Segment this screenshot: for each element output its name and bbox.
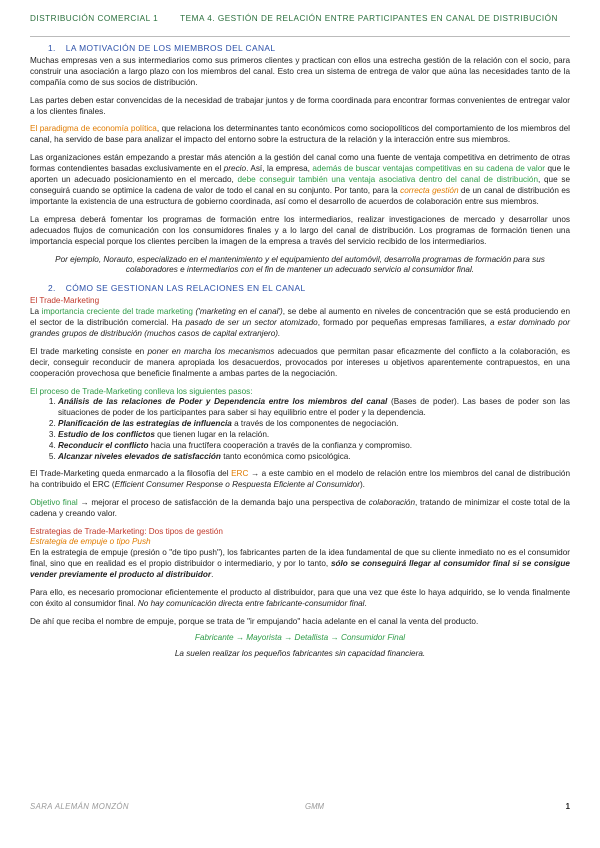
highlight-term: debe conseguir también una ventaja asociativa dentro del canal de distribución [237,175,539,185]
header-divider [30,36,570,37]
paragraph: La empresa deberá fomentar los programas de formación entre los intermediarios, realizar investigaciones de mercado y desarrollar unos adecuados flujos de comunicación con los consumidores finales y a lo largo del canal de distribución. Los programas de formación tienen una importancia especial porque los clientes perciben la imagen de la empresa a través del servicio recibido de los intermediarios. [30,214,570,246]
highlight-term: además de buscar ventajas competitivas en su cadena de valor [312,164,545,174]
highlight-term: El paradigma de economía política [30,124,157,134]
paragraph: El paradigma de economía política, que relaciona los determinantes tanto económicos como sociopolíticos del comportamiento de los miembros del canal, ha servido de base para analizar el impacto del entorno sobre la estructura de la relación y la interacción entre sus miembros. [30,124,570,145]
paragraph: Muchas empresas ven a sus intermediarios como sus primeros clientes y practican con ellos una estrecha gestión de la relación con el socio, para construir una asociación a largo plazo con los miembros del canal. Esto crea un sistema de entrega de valor que aúna las necesidades tanto de la compañía como de sus socios de distribución. [30,55,570,87]
section-title: CÓMO SE GESTIONAN LAS RELACIONES EN EL CANAL [65,283,306,294]
highlight-term: correcta gestión [400,185,459,195]
section-number: 2. [48,283,56,294]
section-1-heading [30,43,570,54]
chain-note: La suelen realizar los pequeños fabricantes sin capacidad financiera. [174,648,426,658]
list-item: 1. Análisis de las relaciones de Poder y Dependencia entre los miembros del canal (Bases de poder). Las bases de poder son las situaciones de poder de los participantes para saber si hay equilibrio entre el poder y la dependencia. [58,397,570,419]
subsection-subtitle: Estrategia de empuje o tipo Push [30,537,151,547]
footer-course: GMM [305,802,325,811]
document-body [30,43,570,667]
paragraph: Para ello, es necesario promocionar eficientemente el producto al distribuidor, para que una vez que éste lo haya adquirido, se lo venda finalmente con éxito al consumidor final. No hay comunicación directa entre fabricante-consumidor final. [30,588,570,608]
page-header [30,14,570,25]
section-title: LA MOTIVACIÓN DE LOS MIEMBROS DEL CANAL [65,43,276,53]
paragraph: Las organizaciones están empezando a prestar más atención a la gestión del canal como una fuente de ventaja competitiva en detrimento de otras formas contendientes basadas exclusivamente en el precio. Así, la empresa, además de buscar ventajas competitivas en su cadena de valor que le aporten un adecuado posicionamiento en el mercado, debe conseguir también una ventaja asociativa dentro del canal de distribución, que se conseguirá cuando se optimice la cadena de valor de todo el canal en su conjunto. Por tanto, para la correcta gestión de un canal de distribución es importante la existencia de una estructura de gobierno coordinada, así como el desarrollo de acuerdos de colaboración entre sus miembros. [30,153,570,206]
section-2-heading [30,283,570,294]
highlight-term: ERC [231,468,249,478]
paragraph: Las partes deben estar convencidas de la necesidad de trabajar juntos y de forma coordinada para encontrar formas convenientes de entregar valor a los clientes finales. [30,95,570,116]
section-number: 1. [48,43,56,53]
page-number: 1 [565,802,570,811]
process-intro: El proceso de Trade-Marketing conlleva los siguientes pasos: [30,386,253,396]
highlight-term: Objetivo final [30,497,78,507]
list-item: 4. Reconducir el conflicto hacia una fructífera cooperación a través de la confianza y compromiso. [58,441,570,452]
paragraph: El Trade-Marketing queda enmarcado a la filosofía del ERC → a este cambio en el modelo de relación entre los miembros del canal de distribución ha contribuido el ERC (Efficient Consumer Response o Respuesta Eficiente al Consumidor). [30,468,570,489]
steps-list [30,397,570,462]
header-topic: TEMA 4. GESTIÓN DE RELACIÓN ENTRE PARTICIPANTES EN CANAL DE DISTRIBUCIÓN [180,14,558,23]
list-item: 5. Alcanzar niveles elevados de satisfacción tanto económica como psicológica. [58,452,570,463]
paragraph: El trade marketing consiste en poner en marcha los mecanismos adecuados que permitan pasar eficazmente del conflicto a la colaboración, es decir, conseguir reconducir de manera apropiada los desacuerdos, provocados por intereses u objetivos aparentemente contrapuestos, en una cooperación provechosa que beneficie finalmente a ambas partes de la negociación. [30,346,570,378]
paragraph: De ahí que reciba el nombre de empuje, porque se trata de "ir empujando" hacia adelante en el canal la venta del producto. [30,616,479,626]
header-course: DISTRIBUCIÓN COMERCIAL 1 [30,14,159,23]
footer-author: SARA ALEMÁN MONZÓN [30,802,129,811]
subsection-title: El Trade-Marketing [30,296,100,306]
paragraph: Objetivo final → mejorar el proceso de satisfacción de la demanda bajo una perspectiva de colaboración, tratando de minimizar el coste total de la cadena y creando valor. [30,497,570,518]
paragraph: La importancia creciente del trade marketing ('marketing en el canal'), se debe al aumento en niveles de concentración que se está produciendo en el sector de la distribución comercial. Ha pasado de ser un sector atomizado, formado por pequeñas empresas familiares, a estar dominado por grandes grupos de distribución (muchos casos de capital extranjero). [30,307,570,338]
distribution-chain: Fabricante → Mayorista → Detallista → Consumidor Final [194,632,406,642]
highlight-term: importancia creciente del trade marketing [41,307,193,317]
example-note: Por ejemplo, Norauto, especializado en el mantenimiento y el equipamiento del automóvil, desarrolla programas de formación para sus colaboradores e intermediarios con el fin de mantener un adecuado servicio al consumidor final. [55,254,545,275]
paragraph: En la estrategia de empuje (presión o "de tipo push"), los fabricantes parten de la idea fundamental de que su cliente inmediato no es el consumidor final, sino que en realidad es el propio distribuidor o intermediario, y por lo tanto, sólo se conseguirá llegar al consumidor final si se consigue vender previamente el producto al distribuidor. [30,548,570,580]
list-item: 3. Estudio de los conflictos que tienen lugar en la relación. [58,430,570,441]
list-item: 2. Planificación de las estrategias de influencia a través de los componentes de negociación. [58,419,570,430]
subsection-title: Estrategias de Trade-Marketing: Dos tipos de gestión [30,526,223,536]
